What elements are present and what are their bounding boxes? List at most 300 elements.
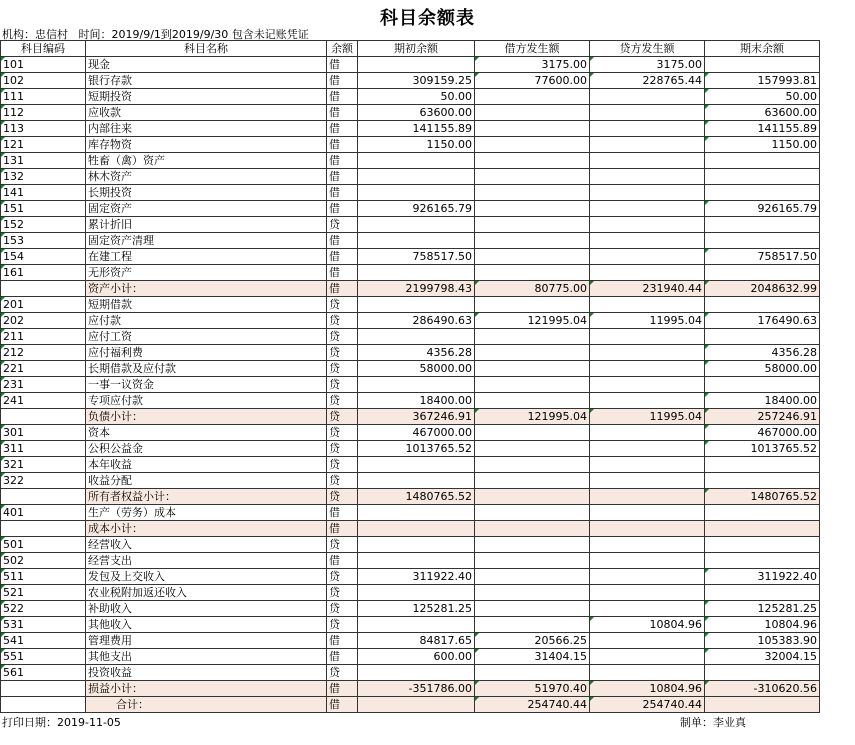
cell-debit xyxy=(475,377,590,393)
cell-code xyxy=(1,521,86,537)
cell-debit xyxy=(475,457,590,473)
cell-debit xyxy=(475,537,590,553)
cell-debit: 20566.25 xyxy=(475,633,590,649)
cell-credit xyxy=(590,585,705,601)
cell-credit xyxy=(590,361,705,377)
cell-code: 131 xyxy=(1,153,86,169)
cell-name: 牲畜（禽）资产 xyxy=(86,153,327,169)
cell-credit xyxy=(590,649,705,665)
cell-credit xyxy=(590,89,705,105)
cell-closing: 4356.28 xyxy=(705,345,820,361)
cell-code: 511 xyxy=(1,569,86,585)
cell-debit xyxy=(475,121,590,137)
cell-closing xyxy=(705,537,820,553)
cell-code: 401 xyxy=(1,505,86,521)
cell-opening: 1013765.52 xyxy=(358,441,475,457)
cell-closing: 18400.00 xyxy=(705,393,820,409)
table-row xyxy=(1,137,820,153)
print-date-value: 2019-11-05 xyxy=(57,716,121,729)
cell-code: 153 xyxy=(1,233,86,249)
cell-debit xyxy=(475,329,590,345)
cell-closing: 467000.00 xyxy=(705,425,820,441)
cell-credit xyxy=(590,137,705,153)
maker-value: 李业真 xyxy=(713,716,746,729)
cell-opening: -351786.00 xyxy=(358,681,475,697)
cell-debit: 77600.00 xyxy=(475,73,590,89)
cell-closing xyxy=(705,169,820,185)
cell-opening xyxy=(358,665,475,681)
cell-debit xyxy=(475,601,590,617)
table-row xyxy=(1,601,820,617)
table-row xyxy=(1,217,820,233)
col-header-credit: 贷方发生额 xyxy=(590,41,705,57)
cell-direction: 借 xyxy=(327,249,358,265)
table-row xyxy=(1,89,820,105)
cell-opening: 125281.25 xyxy=(358,601,475,617)
cell-code xyxy=(1,489,86,505)
cell-code: 321 xyxy=(1,457,86,473)
cell-name: 收益分配 xyxy=(86,473,327,489)
cell-closing: 257246.91 xyxy=(705,409,820,425)
table-row xyxy=(1,633,820,649)
cell-name: 其他收入 xyxy=(86,617,327,633)
total-row xyxy=(1,697,820,713)
table-row xyxy=(1,57,820,73)
cell-code xyxy=(1,281,86,297)
cell-credit xyxy=(590,569,705,585)
cell-credit xyxy=(590,169,705,185)
cell-name: 其他支出 xyxy=(86,649,327,665)
cell-name: 累计折旧 xyxy=(86,217,327,233)
table-row xyxy=(1,377,820,393)
cell-code: 121 xyxy=(1,137,86,153)
cell-opening xyxy=(358,537,475,553)
cell-closing xyxy=(705,265,820,281)
cell-name: 一事一议资金 xyxy=(86,377,327,393)
cell-credit xyxy=(590,377,705,393)
cell-direction: 贷 xyxy=(327,345,358,361)
cell-direction: 借 xyxy=(327,121,358,137)
cell-direction: 借 xyxy=(327,73,358,89)
cell-opening: 63600.00 xyxy=(358,105,475,121)
maker xyxy=(680,714,746,730)
cell-closing: 1480765.52 xyxy=(705,489,820,505)
cell-direction: 贷 xyxy=(327,409,358,425)
cell-direction: 贷 xyxy=(327,393,358,409)
cell-credit xyxy=(590,201,705,217)
cell-name: 损益小计： xyxy=(86,681,327,697)
cell-closing: 50.00 xyxy=(705,89,820,105)
cell-credit: 254740.44 xyxy=(590,697,705,713)
cell-name: 投资收益 xyxy=(86,665,327,681)
cell-code: 101 xyxy=(1,57,86,73)
table-row xyxy=(1,361,820,377)
cell-opening xyxy=(358,553,475,569)
subtotal-row xyxy=(1,281,820,297)
cell-code: 541 xyxy=(1,633,86,649)
cell-opening: 367246.91 xyxy=(358,409,475,425)
cell-credit: 10804.96 xyxy=(590,681,705,697)
cell-credit xyxy=(590,633,705,649)
cell-direction: 借 xyxy=(327,201,358,217)
cell-opening xyxy=(358,505,475,521)
cell-closing: 105383.90 xyxy=(705,633,820,649)
cell-code: 102 xyxy=(1,73,86,89)
cell-closing: 141155.89 xyxy=(705,121,820,137)
cell-opening xyxy=(358,217,475,233)
cell-debit xyxy=(475,345,590,361)
cell-direction: 贷 xyxy=(327,601,358,617)
table-row xyxy=(1,233,820,249)
table-row xyxy=(1,441,820,457)
cell-closing xyxy=(705,329,820,345)
cell-debit: 121995.04 xyxy=(475,409,590,425)
cell-code: 151 xyxy=(1,201,86,217)
subtotal-row xyxy=(1,489,820,505)
table-row xyxy=(1,585,820,601)
cell-code: 132 xyxy=(1,169,86,185)
cell-direction: 贷 xyxy=(327,441,358,457)
cell-credit xyxy=(590,601,705,617)
cell-debit xyxy=(475,105,590,121)
cell-credit xyxy=(590,441,705,457)
cell-debit: 3175.00 xyxy=(475,57,590,73)
cell-direction: 借 xyxy=(327,553,358,569)
cell-name: 生产（劳务）成本 xyxy=(86,505,327,521)
cell-direction: 贷 xyxy=(327,329,358,345)
cell-debit: 31404.15 xyxy=(475,649,590,665)
cell-debit xyxy=(475,169,590,185)
cell-closing: 1013765.52 xyxy=(705,441,820,457)
cell-opening: 18400.00 xyxy=(358,393,475,409)
table-row xyxy=(1,457,820,473)
cell-direction: 贷 xyxy=(327,585,358,601)
cell-direction: 贷 xyxy=(327,489,358,505)
cell-debit xyxy=(475,137,590,153)
cell-credit: 231940.44 xyxy=(590,281,705,297)
cell-opening: 2199798.43 xyxy=(358,281,475,297)
cell-code: 202 xyxy=(1,313,86,329)
cell-opening xyxy=(358,57,475,73)
cell-debit xyxy=(475,617,590,633)
cell-direction: 贷 xyxy=(327,665,358,681)
cell-code: 212 xyxy=(1,345,86,361)
cell-credit xyxy=(590,217,705,233)
cell-direction: 贷 xyxy=(327,361,358,377)
cell-credit xyxy=(590,489,705,505)
cell-closing xyxy=(705,377,820,393)
cell-closing xyxy=(705,665,820,681)
subtotal-row xyxy=(1,521,820,537)
table-row xyxy=(1,617,820,633)
cell-closing: 10804.96 xyxy=(705,617,820,633)
col-header-direction: 余额 xyxy=(327,41,358,57)
cell-credit xyxy=(590,345,705,361)
subtotal-row xyxy=(1,409,820,425)
cell-closing xyxy=(705,697,820,713)
table-row xyxy=(1,105,820,121)
cell-credit xyxy=(590,233,705,249)
cell-name: 农业税附加返还收入 xyxy=(86,585,327,601)
cell-credit xyxy=(590,297,705,313)
subtotal-row xyxy=(1,681,820,697)
cell-code: 502 xyxy=(1,553,86,569)
cell-direction: 贷 xyxy=(327,425,358,441)
cell-debit xyxy=(475,89,590,105)
cell-name: 短期投资 xyxy=(86,89,327,105)
cell-name: 固定资产清理 xyxy=(86,233,327,249)
cell-credit xyxy=(590,153,705,169)
cell-opening: 50.00 xyxy=(358,89,475,105)
cell-direction: 贷 xyxy=(327,569,358,585)
cell-direction: 借 xyxy=(327,153,358,169)
cell-closing: 157993.81 xyxy=(705,73,820,89)
table-row xyxy=(1,569,820,585)
cell-closing xyxy=(705,553,820,569)
cell-credit xyxy=(590,553,705,569)
cell-debit xyxy=(475,185,590,201)
cell-debit xyxy=(475,249,590,265)
cell-opening xyxy=(358,617,475,633)
cell-opening: 58000.00 xyxy=(358,361,475,377)
cell-opening xyxy=(358,473,475,489)
cell-name: 本年收益 xyxy=(86,457,327,473)
cell-debit: 254740.44 xyxy=(475,697,590,713)
cell-opening xyxy=(358,297,475,313)
cell-opening xyxy=(358,585,475,601)
table-row xyxy=(1,297,820,313)
table-row xyxy=(1,185,820,201)
cell-name: 经营支出 xyxy=(86,553,327,569)
cell-code: 154 xyxy=(1,249,86,265)
table-row xyxy=(1,73,820,89)
cell-debit xyxy=(475,393,590,409)
cell-code: 551 xyxy=(1,649,86,665)
cell-direction: 借 xyxy=(327,633,358,649)
table-row xyxy=(1,329,820,345)
cell-name: 银行存款 xyxy=(86,73,327,89)
cell-direction: 贷 xyxy=(327,457,358,473)
cell-name: 在建工程 xyxy=(86,249,327,265)
period-value: 2019/9/1到2019/9/30 xyxy=(111,28,229,41)
table-row xyxy=(1,505,820,521)
cell-closing xyxy=(705,521,820,537)
cell-credit xyxy=(590,521,705,537)
col-header-name: 科目名称 xyxy=(86,41,327,57)
cell-opening xyxy=(358,233,475,249)
unposted-note: 包含未记账凭证 xyxy=(231,28,309,41)
cell-closing xyxy=(705,217,820,233)
cell-closing: 1150.00 xyxy=(705,137,820,153)
cell-code: 161 xyxy=(1,265,86,281)
cell-code xyxy=(1,697,86,713)
cell-direction: 贷 xyxy=(327,313,358,329)
cell-direction: 借 xyxy=(327,185,358,201)
cell-code: 521 xyxy=(1,585,86,601)
cell-debit xyxy=(475,361,590,377)
cell-opening xyxy=(358,521,475,537)
cell-name: 合计： xyxy=(86,697,327,713)
cell-closing: 58000.00 xyxy=(705,361,820,377)
cell-closing xyxy=(705,585,820,601)
cell-credit: 10804.96 xyxy=(590,617,705,633)
report-title: 科目余额表 xyxy=(380,8,475,29)
cell-name: 公积公益金 xyxy=(86,441,327,457)
cell-direction: 借 xyxy=(327,105,358,121)
table-row xyxy=(1,537,820,553)
cell-debit xyxy=(475,585,590,601)
table-row xyxy=(1,169,820,185)
cell-closing: 176490.63 xyxy=(705,313,820,329)
table-row xyxy=(1,265,820,281)
cell-opening xyxy=(358,169,475,185)
cell-opening: 84817.65 xyxy=(358,633,475,649)
cell-debit xyxy=(475,569,590,585)
cell-name: 无形资产 xyxy=(86,265,327,281)
cell-direction: 借 xyxy=(327,233,358,249)
cell-opening xyxy=(358,153,475,169)
cell-credit xyxy=(590,265,705,281)
cell-opening: 141155.89 xyxy=(358,121,475,137)
cell-closing xyxy=(705,233,820,249)
cell-credit xyxy=(590,121,705,137)
cell-name: 库存物资 xyxy=(86,137,327,153)
org-value: 忠信村 xyxy=(35,28,68,41)
cell-debit: 51970.40 xyxy=(475,681,590,697)
cell-credit: 3175.00 xyxy=(590,57,705,73)
cell-opening xyxy=(358,377,475,393)
cell-code: 221 xyxy=(1,361,86,377)
cell-credit xyxy=(590,185,705,201)
cell-credit xyxy=(590,473,705,489)
cell-name: 应付福利费 xyxy=(86,345,327,361)
cell-code: 201 xyxy=(1,297,86,313)
col-header-opening: 期初余额 xyxy=(358,41,475,57)
cell-debit: 80775.00 xyxy=(475,281,590,297)
cell-debit xyxy=(475,441,590,457)
col-header-debit: 借方发生额 xyxy=(475,41,590,57)
print-date xyxy=(2,714,121,730)
cell-code: 112 xyxy=(1,105,86,121)
table-row xyxy=(1,665,820,681)
cell-debit xyxy=(475,265,590,281)
cell-closing xyxy=(705,457,820,473)
cell-credit xyxy=(590,249,705,265)
table-row xyxy=(1,153,820,169)
cell-name: 应付款 xyxy=(86,313,327,329)
cell-name: 长期投资 xyxy=(86,185,327,201)
cell-direction: 贷 xyxy=(327,297,358,313)
cell-debit xyxy=(475,201,590,217)
cell-debit xyxy=(475,553,590,569)
cell-direction: 借 xyxy=(327,281,358,297)
cell-opening: 309159.25 xyxy=(358,73,475,89)
cell-code: 231 xyxy=(1,377,86,393)
cell-name: 资产小计： xyxy=(86,281,327,297)
cell-direction: 借 xyxy=(327,57,358,73)
cell-name: 应付工资 xyxy=(86,329,327,345)
cell-name: 固定资产 xyxy=(86,201,327,217)
cell-code: 241 xyxy=(1,393,86,409)
cell-closing: 2048632.99 xyxy=(705,281,820,297)
cell-direction: 贷 xyxy=(327,473,358,489)
cell-credit xyxy=(590,537,705,553)
cell-debit: 121995.04 xyxy=(475,313,590,329)
cell-credit xyxy=(590,665,705,681)
cell-code: 141 xyxy=(1,185,86,201)
cell-credit: 228765.44 xyxy=(590,73,705,89)
cell-debit xyxy=(475,521,590,537)
cell-code: 522 xyxy=(1,601,86,617)
cell-debit xyxy=(475,217,590,233)
cell-opening: 1480765.52 xyxy=(358,489,475,505)
cell-name: 短期借款 xyxy=(86,297,327,313)
cell-closing xyxy=(705,57,820,73)
cell-name: 专项应付款 xyxy=(86,393,327,409)
col-header-closing: 期末余额 xyxy=(705,41,820,57)
cell-code: 561 xyxy=(1,665,86,681)
cell-direction: 贷 xyxy=(327,617,358,633)
cell-direction: 借 xyxy=(327,169,358,185)
cell-closing xyxy=(705,153,820,169)
table-row xyxy=(1,393,820,409)
org-label: 机构： xyxy=(2,28,35,41)
cell-code: 501 xyxy=(1,537,86,553)
cell-direction: 借 xyxy=(327,697,358,713)
table-row xyxy=(1,313,820,329)
cell-opening xyxy=(358,329,475,345)
cell-opening: 4356.28 xyxy=(358,345,475,361)
cell-name: 所有者权益小计： xyxy=(86,489,327,505)
table-row xyxy=(1,121,820,137)
cell-opening: 311922.40 xyxy=(358,569,475,585)
cell-opening: 600.00 xyxy=(358,649,475,665)
cell-opening: 467000.00 xyxy=(358,425,475,441)
cell-name: 林木资产 xyxy=(86,169,327,185)
cell-credit xyxy=(590,329,705,345)
table-body xyxy=(1,57,820,713)
cell-debit xyxy=(475,425,590,441)
cell-debit xyxy=(475,233,590,249)
table-row xyxy=(1,249,820,265)
cell-code xyxy=(1,409,86,425)
cell-code: 531 xyxy=(1,617,86,633)
cell-direction: 借 xyxy=(327,649,358,665)
print-date-label: 打印日期： xyxy=(2,716,57,729)
table-row xyxy=(1,649,820,665)
cell-opening xyxy=(358,457,475,473)
maker-label: 制单： xyxy=(680,716,713,729)
cell-closing: 32004.15 xyxy=(705,649,820,665)
cell-debit xyxy=(475,153,590,169)
cell-closing: 63600.00 xyxy=(705,105,820,121)
table-row xyxy=(1,473,820,489)
cell-name: 负债小计： xyxy=(86,409,327,425)
cell-debit xyxy=(475,665,590,681)
cell-closing: 125281.25 xyxy=(705,601,820,617)
cell-debit xyxy=(475,489,590,505)
cell-closing: -310620.56 xyxy=(705,681,820,697)
cell-name: 现金 xyxy=(86,57,327,73)
cell-closing xyxy=(705,297,820,313)
cell-credit xyxy=(590,393,705,409)
cell-opening: 926165.79 xyxy=(358,201,475,217)
cell-name: 内部往来 xyxy=(86,121,327,137)
cell-debit xyxy=(475,297,590,313)
cell-closing xyxy=(705,505,820,521)
cell-opening: 286490.63 xyxy=(358,313,475,329)
cell-direction: 借 xyxy=(327,681,358,697)
